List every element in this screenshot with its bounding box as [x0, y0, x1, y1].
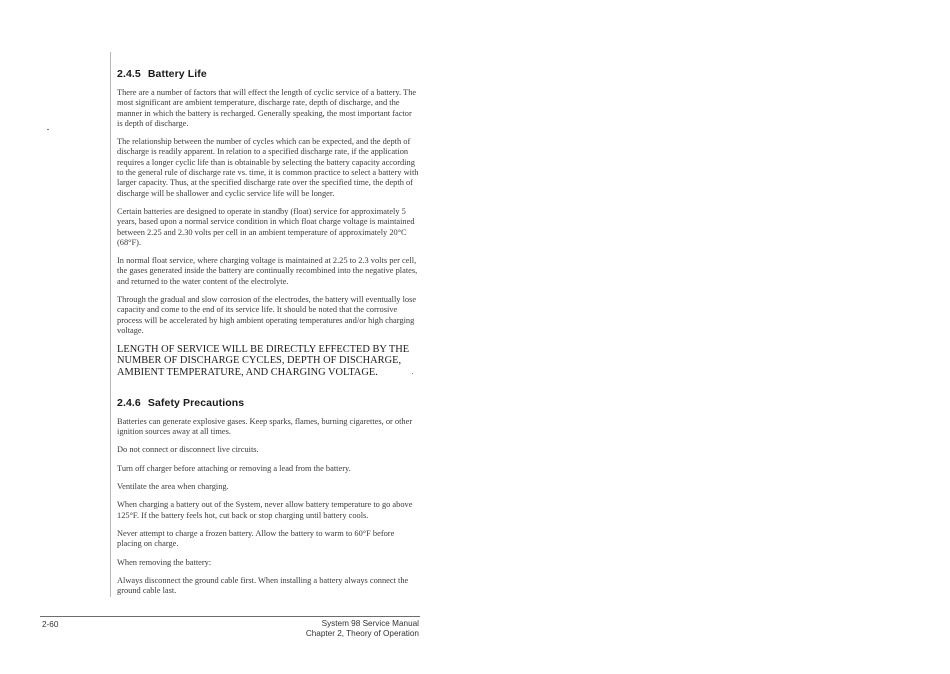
section-heading-battery-life — [117, 68, 419, 80]
chapter-title: Chapter 2, Theory of Operation — [305, 629, 419, 638]
scan-speck — [412, 373, 413, 374]
paragraph: Ventilate the area when charging. — [117, 482, 229, 492]
paragraph: Never attempt to charge a frozen battery. Allow the battery to warm to 60°F before placing on charge. — [117, 528, 395, 549]
paragraph: When charging a battery out of the System, never allow battery temperature to go above 125°F. If the battery feels hot, cut back or stop charging until battery cools. — [117, 500, 413, 520]
section-title: Battery Life — [147, 68, 207, 80]
paragraph: Do not connect or disconnect live circuits. — [117, 445, 259, 455]
section-heading-safety-precautions — [117, 397, 419, 409]
footer-title-block — [306, 619, 419, 639]
page-content — [117, 68, 419, 604]
paragraph: Through the gradual and slow corrosion of the electrodes, the battery will eventually lose capacity and come to the end of its service life. It should be noted that the corrosive process will be accelerated by high ambient operating temperatures and/or high charging voltage. — [117, 295, 417, 335]
paragraph: Batteries can generate explosive gases. Keep sparks, flames, burning cigarettes, or other ignition sources away at all times. — [117, 416, 413, 437]
paragraph: When removing the battery: — [117, 557, 212, 567]
paragraph: There are a number of factors that will effect the length of cyclic service of a battery. The most significant are ambient temperature, discharge rate, depth of discharge, and the manner in which the battery is recharged. Generally speaking, the most important factor is depth of discharge. — [117, 88, 417, 128]
manual-title: System 98 Service Manual — [321, 619, 419, 628]
section-title: Safety Precautions — [147, 396, 245, 409]
paragraph: In normal float service, where charging voltage is maintained at 2.25 to 2.3 volts per cell, the gases generated inside the battery are continually recombined into the negative plates, and returned to the water content of the electrolyte. — [117, 256, 418, 286]
paragraph: Certain batteries are designed to operate in standby (float) service for approximately 5 years, based upon a normal service condition in which float charge voltage is maintained between 2.25 and 2.30 volts per cell in an ambient temperature of approximately 20°C (68°F). — [117, 206, 415, 247]
page-number: 2-60 — [42, 620, 59, 629]
paragraph: Always disconnect the ground cable first. When installing a battery always connect the ground cable last. — [117, 575, 409, 596]
section-number: 2.4.5 — [117, 68, 141, 80]
footer-rule — [40, 616, 420, 617]
paragraph: Turn off charger before attaching or removing a lead from the battery. — [117, 463, 351, 473]
margin-rule — [110, 52, 111, 597]
paragraph: The relationship between the number of cycles which can be expected, and the depth of discharge is readily apparent. In relation to a specified discharge rate, if the application requires a longer cyclic life than is obtainable by selecting the battery capacity according to the general rule of discharge rate vs. time, it is common practice to select a battery with larger capacity. Thus, at the specified discharge rate over the specified time, the depth of discharge will be shallower and cyclic service life will be longer. — [117, 137, 419, 198]
scan-speck — [47, 129, 49, 130]
warning-paragraph: LENGTH OF SERVICE WILL BE DIRECTLY EFFECTED BY THE NUMBER OF DISCHARGE CYCLES, DEPTH OF DISCHARGE, AMBIENT TEMPERATURE, AND CHARGING VOLTAGE. — [117, 344, 410, 378]
section-number: 2.4.6 — [117, 396, 141, 409]
